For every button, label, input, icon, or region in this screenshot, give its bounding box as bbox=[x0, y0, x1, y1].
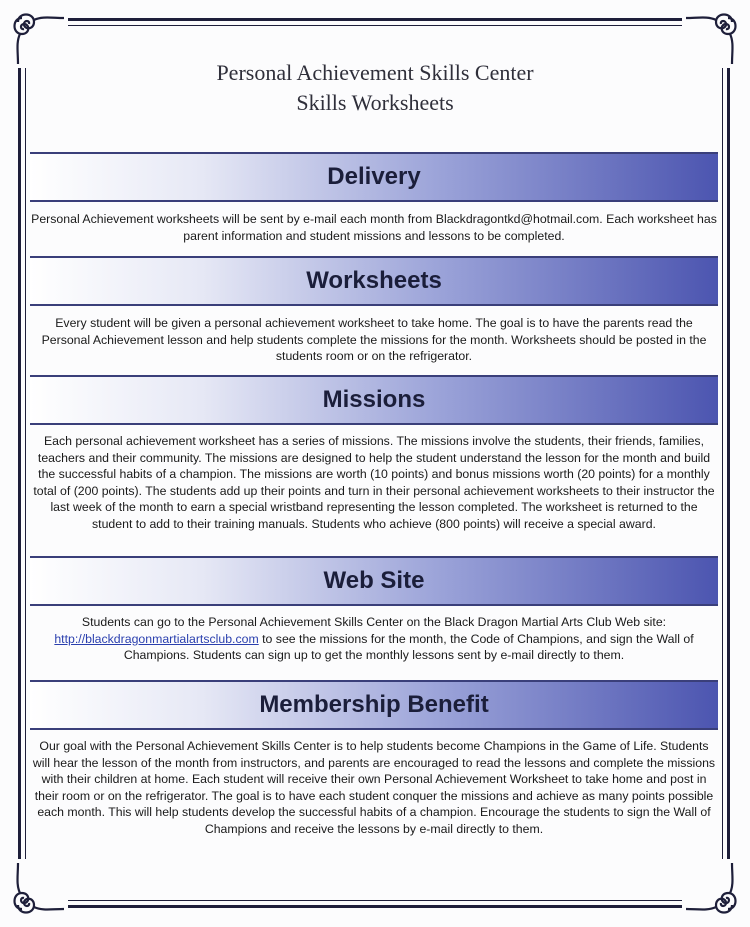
web-site-text-before: Students can go to the Personal Achievement Skills Center on the Black Dragon Martial Arts Club Web site: bbox=[81, 615, 667, 629]
section-text-web-site bbox=[30, 614, 718, 664]
corner-ornament-icon bbox=[682, 859, 742, 919]
club-website-link[interactable]: http://blackdragonmartialartsclub.com bbox=[54, 631, 259, 646]
section-header-missions bbox=[30, 375, 718, 425]
section-text-membership-benefit: Our goal with the Personal Achievement Skills Center is to help students become Champions in the Game of Life. Students will hear the lesson of the month from instructors, and parents are encouraged to read the lessons and complete the missions with their children at home. Each student will receive their own Personal Achievement Worksheet to take home and post in their room or on the refrigerator. The goal is to have each student conquer the missions and achieve as many points possible each month. This will help students develop the successful habits of a champion. Encourage the students to sign the Wall of Champions and receive the lessons by e-mail directly to them. bbox=[32, 739, 716, 836]
document-title bbox=[0, 58, 750, 118]
section-header-worksheets bbox=[30, 256, 718, 306]
corner-ornament-icon bbox=[8, 859, 68, 919]
section-heading: Membership Benefit bbox=[259, 691, 489, 718]
section-heading: Missions bbox=[322, 386, 426, 413]
section-text-delivery: Personal Achievement worksheets will be sent by e-mail each month from Blackdragontkd@hotmail.com. Each worksheet has parent information and student missions and lessons to be completed. bbox=[31, 212, 717, 243]
section-header-web-site bbox=[30, 556, 718, 606]
section-heading: Delivery bbox=[327, 163, 421, 190]
title-line-2: Skills Worksheets bbox=[296, 90, 454, 115]
section-header-membership-benefit bbox=[30, 680, 718, 730]
section-text-worksheets: Every student will be given a personal achievement worksheet to take home. The goal is to have the parents read the Personal Achievement lesson and help students complete the missions for the month. Worksheets should be posted in the students room or on the refrigerator. bbox=[41, 316, 707, 364]
section-text-missions: Each personal achievement worksheet has a series of missions. The missions involve the students, their friends, families, teachers and their community. The missions are designed to help the student understand the lesson for the month and build the successful habits of a champion. The missions are worth (10 points) and bonus missions worth (20 points) for a monthly total of (200 points). The students add up their points and turn in their personal achievement worksheets to their instructor the last week of the month to earn a special wristband representing the lesson completed. The worksheet is returned to the student to add to their training manuals. Students who achieve (800 points) will receive a special award. bbox=[33, 434, 715, 531]
section-header-delivery bbox=[30, 152, 718, 202]
title-line-1: Personal Achievement Skills Center bbox=[216, 60, 534, 85]
web-site-text-after: to see the missions for the month, the Code of Champions, and sign the Wall of Champions. Students can sign up to get the monthly lessons sent by e-mail directly to them. bbox=[123, 631, 694, 663]
section-heading: Web Site bbox=[323, 567, 425, 594]
section-heading: Worksheets bbox=[306, 267, 442, 294]
